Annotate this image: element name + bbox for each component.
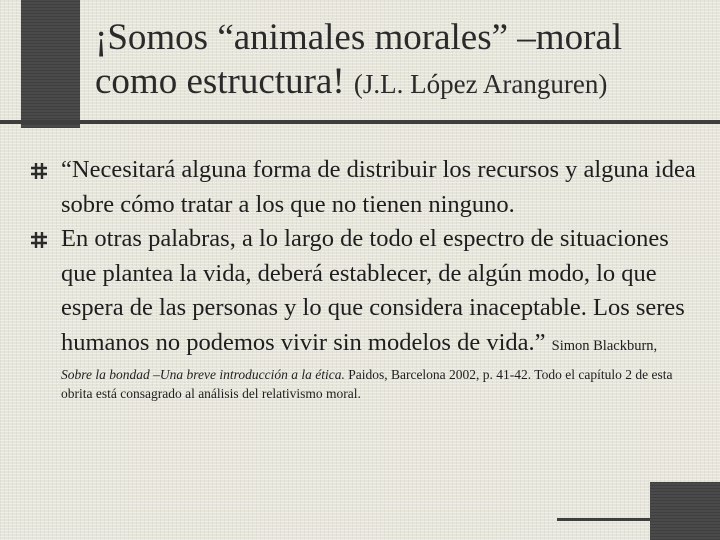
hash-bullet-icon (30, 162, 48, 180)
bullet-list (30, 153, 700, 403)
bullet-text: “Necesitará alguna forma de distribuir los recursos y alguna idea sobre cómo tratar a los que no tienen ninguno. (61, 156, 696, 218)
title-divider (0, 120, 720, 124)
bullet-item (30, 222, 700, 403)
title-main: ¡Somos “animales morales” –moral como estructura! (95, 17, 623, 102)
hash-bullet-icon (30, 231, 48, 249)
bottom-right-accent (650, 482, 720, 540)
citation-author: Simon Blackburn, (551, 337, 658, 354)
left-accent-bar (21, 0, 80, 128)
title-author: (J.L. López Aranguren) (353, 69, 608, 99)
slide-title (95, 16, 695, 106)
citation (61, 365, 700, 403)
bullet-item (30, 153, 700, 222)
citation-details: Paidos, Barcelona 2002, p. 41-42. Todo el capítulo 2 de esta obrita está consagrado al análisis del relativismo moral. (61, 367, 673, 401)
citation-book-title: Sobre la bondad –Una breve introducción a la ética. (61, 367, 345, 382)
bullet-text: En otras palabras, a lo largo de todo el espectro de situaciones que plantea la vida, deberá establecer, de algún modo, lo que espera de las personas y lo que considera inaceptable. Los seres humanos no podemos vivir sin modelos de vida.” (61, 225, 685, 356)
